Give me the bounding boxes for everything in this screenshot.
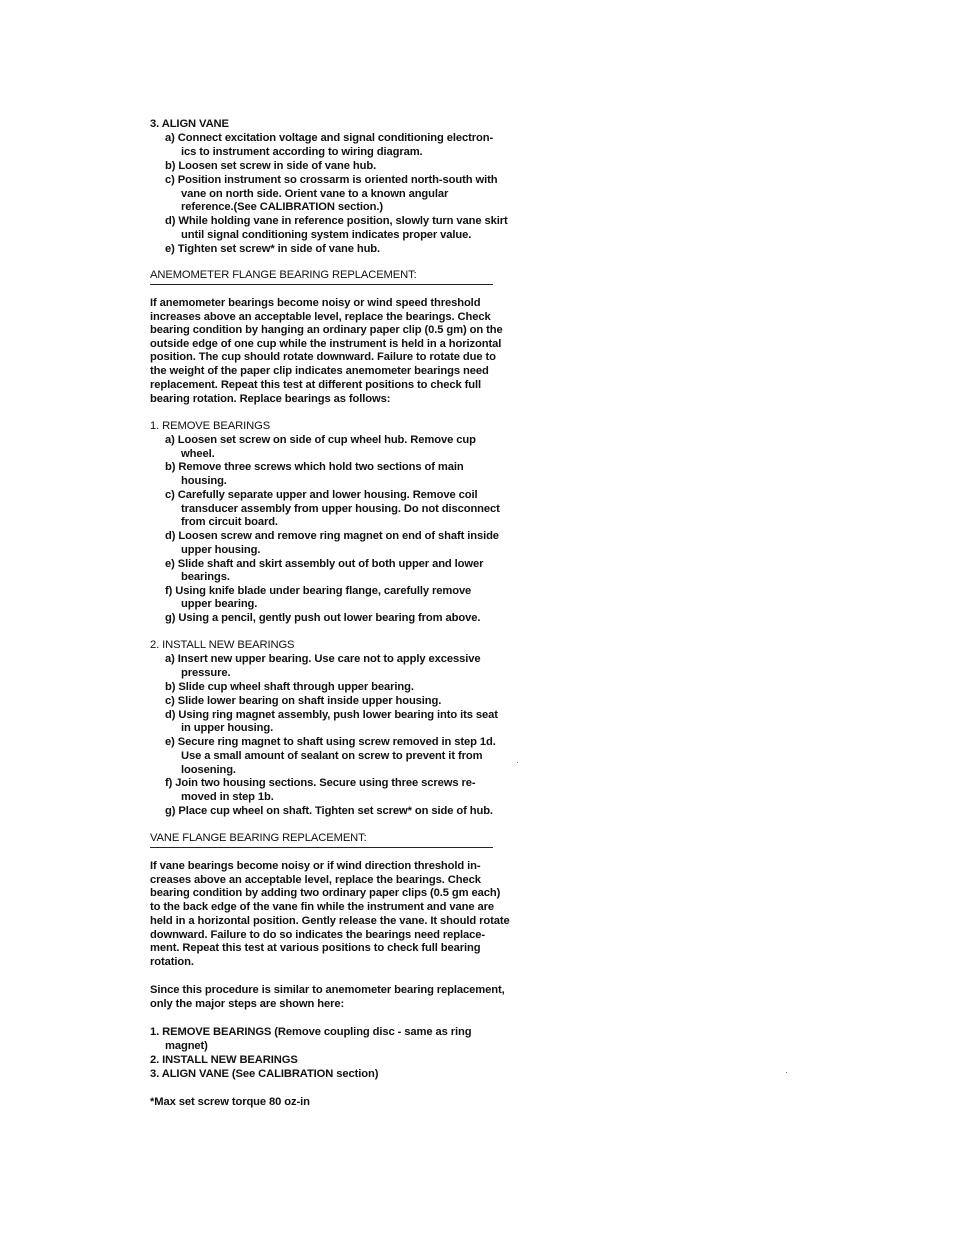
vane-step-1-cont: magnet) bbox=[165, 1040, 208, 1052]
paragraph-line: If vane bearings become noisy or if wind direction threshold in- bbox=[150, 860, 481, 872]
torque-footnote: *Max set screw torque 80 oz-in bbox=[150, 1096, 310, 1108]
remove-step-c-cont: transducer assembly from upper housing. Do not disconnect bbox=[181, 503, 500, 515]
install-step-f: f) Join two housing sections. Secure using three screws re- bbox=[165, 777, 476, 789]
vane-step-2: 2. INSTALL NEW BEARINGS bbox=[150, 1054, 298, 1066]
remove-step-f: f) Using knife blade under bearing flange, carefully remove bbox=[165, 585, 472, 597]
paragraph-line: the weight of the paper clip indicates anemometer bearings need bbox=[150, 365, 489, 377]
install-step-a-cont: pressure. bbox=[181, 667, 231, 679]
align-vane-step-b: b) Loosen set screw in side of vane hub. bbox=[165, 160, 377, 172]
align-vane-step-e: e) Tighten set screw* in side of vane hub. bbox=[165, 243, 381, 255]
paragraph-line: position. The cup should rotate downward. Failure to rotate due to bbox=[150, 351, 496, 363]
install-step-d: d) Using ring magnet assembly, push lower bearing into its seat bbox=[165, 709, 498, 721]
paragraph-line: bearing rotation. Replace bearings as follows: bbox=[150, 393, 391, 405]
paragraph-line: outside edge of one cup while the instrument is held in a horizontal bbox=[150, 338, 502, 350]
vane-step-1: 1. REMOVE BEARINGS (Remove coupling disc - same as ring bbox=[150, 1026, 472, 1038]
align-vane-step-a: a) Connect excitation voltage and signal conditioning electron- bbox=[165, 132, 494, 144]
paragraph-line: rotation. bbox=[150, 956, 194, 968]
paragraph-line: increases above an acceptable level, replace the bearings. Check bbox=[150, 311, 491, 323]
align-vane-heading: 3. ALIGN VANE bbox=[150, 118, 229, 130]
align-vane-step-c-cont2: reference.(See CALIBRATION section.) bbox=[181, 201, 383, 213]
paragraph-line: ment. Repeat this test at various positions to check full bearing bbox=[150, 942, 481, 954]
remove-step-b: b) Remove three screws which hold two sections of main bbox=[165, 461, 464, 473]
remove-step-c-cont2: from circuit board. bbox=[181, 516, 278, 528]
install-bearings-heading: 2. INSTALL NEW BEARINGS bbox=[150, 639, 295, 651]
remove-step-a: a) Loosen set screw on side of cup wheel hub. Remove cup bbox=[165, 434, 476, 446]
align-vane-step-d-cont: until signal conditioning system indicates proper value. bbox=[181, 229, 472, 241]
install-step-f-cont: moved in step 1b. bbox=[181, 791, 274, 803]
install-step-a: a) Insert new upper bearing. Use care not to apply excessive bbox=[165, 653, 481, 665]
remove-step-f-cont: upper bearing. bbox=[181, 598, 258, 610]
remove-bearings-heading: 1. REMOVE BEARINGS bbox=[150, 420, 271, 432]
install-step-c: c) Slide lower bearing on shaft inside upper housing. bbox=[165, 695, 442, 707]
install-step-b: b) Slide cup wheel shaft through upper bearing. bbox=[165, 681, 414, 693]
paragraph-line: bearing condition by hanging an ordinary paper clip (0.5 gm) on the bbox=[150, 324, 503, 336]
paragraph-line: replacement. Repeat this test at different positions to check full bbox=[150, 379, 481, 391]
remove-step-e: e) Slide shaft and skirt assembly out of both upper and lower bbox=[165, 558, 484, 570]
remove-step-d: d) Loosen screw and remove ring magnet on end of shaft inside bbox=[165, 530, 499, 542]
paragraph-line: held in a horizontal position. Gently release the vane. It should rotate bbox=[150, 915, 510, 927]
align-vane-step-d: d) While holding vane in reference position, slowly turn vane skirt bbox=[165, 215, 508, 227]
anemometer-section-title: ANEMOMETER FLANGE BEARING REPLACEMENT: bbox=[150, 269, 417, 281]
align-vane-step-c-cont: vane on north side. Orient vane to a known angular bbox=[181, 188, 449, 200]
paragraph-line: downward. Failure to do so indicates the bearings need replace- bbox=[150, 929, 485, 941]
paragraph-line: creases above an acceptable level, replace the bearings. Check bbox=[150, 874, 481, 886]
section-rule bbox=[150, 284, 493, 285]
align-vane-step-c: c) Position instrument so crossarm is oriented north-south with bbox=[165, 174, 498, 186]
install-step-d-cont: in upper housing. bbox=[181, 722, 274, 734]
install-step-e-cont2: loosening. bbox=[181, 764, 236, 776]
section-rule bbox=[150, 847, 493, 848]
paragraph-line: to the back edge of the vane fin while the instrument and vane are bbox=[150, 901, 495, 913]
install-step-e: e) Secure ring magnet to shaft using screw removed in step 1d. bbox=[165, 736, 496, 748]
paragraph-line: Since this procedure is similar to anemometer bearing replacement, bbox=[150, 984, 505, 996]
remove-step-d-cont: upper housing. bbox=[181, 544, 261, 556]
paragraph-line: bearing condition by adding two ordinary paper clips (0.5 gm each) bbox=[150, 887, 501, 899]
remove-step-b-cont: housing. bbox=[181, 475, 227, 487]
scan-speck bbox=[786, 1072, 787, 1073]
install-step-g: g) Place cup wheel on shaft. Tighten set screw* on side of hub. bbox=[165, 805, 493, 817]
remove-step-c: c) Carefully separate upper and lower housing. Remove coil bbox=[165, 489, 478, 501]
remove-step-e-cont: bearings. bbox=[181, 571, 230, 583]
install-step-e-cont: Use a small amount of sealant on screw to prevent it from bbox=[181, 750, 483, 762]
remove-step-g: g) Using a pencil, gently push out lower bearing from above. bbox=[165, 612, 481, 624]
paragraph-line: only the major steps are shown here: bbox=[150, 998, 345, 1010]
align-vane-step-a-cont: ics to instrument according to wiring diagram. bbox=[181, 146, 423, 158]
paragraph-line: If anemometer bearings become noisy or wind speed threshold bbox=[150, 297, 481, 309]
scan-speck bbox=[517, 762, 518, 763]
vane-section-title: VANE FLANGE BEARING REPLACEMENT: bbox=[150, 832, 367, 844]
vane-step-3: 3. ALIGN VANE (See CALIBRATION section) bbox=[150, 1068, 379, 1080]
remove-step-a-cont: wheel. bbox=[181, 448, 215, 460]
